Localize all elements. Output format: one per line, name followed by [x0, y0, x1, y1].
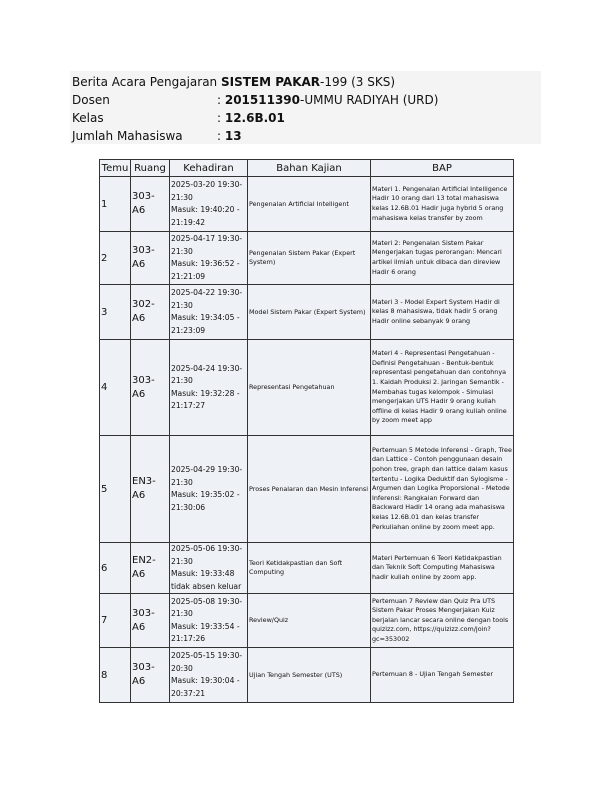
dosen-id: 201511390 [224, 93, 301, 107]
title-line [72, 75, 395, 89]
cell-ruang: 303- A6 [131, 340, 170, 436]
cell-ruang: 303- A6 [131, 648, 170, 703]
table-header-row [100, 160, 514, 177]
cell-bahan-kajian: Ujian Tengah Semester (UTS) [248, 648, 371, 703]
cell-bap: Pertemuan 8 - Ujian Tengah Semester [371, 648, 514, 703]
title-prefix: Berita Acara Pengajaran [72, 75, 221, 89]
table-row [100, 177, 514, 232]
cell-temu: 7 [100, 594, 131, 648]
course-name: SISTEM PAKAR [220, 75, 321, 89]
table-row [100, 594, 514, 648]
cell-temu: 3 [100, 285, 131, 340]
table-row [100, 543, 514, 594]
cell-temu: 5 [100, 436, 131, 543]
col-header-bahan-kajian: Bahan Kajian [248, 160, 371, 177]
kelas-value [217, 111, 285, 125]
cell-bap: Materi 3 - Model Expert System Hadir di kelas 8 mahasiswa, tidak hadir 5 orang Hadir online sebanyak 9 orang [371, 285, 514, 340]
cell-ruang: 303- A6 [131, 232, 170, 285]
col-header-ruang: Ruang [131, 160, 170, 177]
kelas-label: Kelas [72, 111, 104, 125]
cell-kehadiran: 2025-04-17 19:30- 21:30 Masuk: 19:36:52 - 21:21:09 [170, 232, 248, 285]
cell-kehadiran: 2025-05-06 19:30- 21:30 Masuk: 19:33:48 tidak absen keluar [170, 543, 248, 594]
cell-temu: 8 [100, 648, 131, 703]
cell-kehadiran: 2025-04-24 19:30- 21:30 Masuk: 19:32:28 - 21:17:27 [170, 340, 248, 436]
col-header-bap: BAP [371, 160, 514, 177]
col-header-temu: Temu [100, 160, 131, 177]
cell-bap: Materi 1. Pengenalan Artificial Intelligence Hadir 10 orang dari 13 total mahasiswa kelas 12.6B.01 Hadir juga hybrid 5 orang mahasiswa kelas transfer by zoom [371, 177, 514, 232]
dosen-sep: : [217, 93, 225, 107]
cell-temu: 1 [100, 177, 131, 232]
bap-table [99, 159, 514, 703]
jumlah-label: Jumlah Mahasiswa [72, 129, 183, 143]
jumlah-sep: : [217, 129, 225, 143]
cell-kehadiran: 2025-05-15 19:30- 20:30 Masuk: 19:30:04 - 20:37:21 [170, 648, 248, 703]
cell-kehadiran: 2025-05-08 19:30- 21:30 Masuk: 19:33:54 - 21:17:26 [170, 594, 248, 648]
table-row [100, 436, 514, 543]
course-suffix: -199 (3 SKS) [320, 75, 395, 89]
cell-ruang: 302- A6 [131, 285, 170, 340]
table-row [100, 285, 514, 340]
col-header-kehadiran: Kehadiran [170, 160, 248, 177]
cell-bap: Materi 2: Pengenalan Sistem Pakar Mengerjakan tugas perorangan: Mencari artikel ilmiah untuk dibaca dan direview Hadir 6 orang [371, 232, 514, 285]
cell-bap: Materi 4 - Representasi Pengetahuan - Definisi Pengetahuan - Bentuk-bentuk representasi pengetahuan dan contohnya 1. Kaidah Produksi 2. Jaringan Semantik - Membahas tugas kelompok - Simulasi mengerjakan UTS Hadir 9 orang kuliah offline di kelas Hadir 9 orang kuliah online by zoom meet app [371, 340, 514, 436]
kelas-sep: : [217, 111, 225, 125]
cell-ruang: EN3- A6 [131, 436, 170, 543]
table-row [100, 232, 514, 285]
cell-bahan-kajian: Review/Quiz [248, 594, 371, 648]
jumlah-value [217, 129, 242, 143]
cell-bahan-kajian: Pengenalan Sistem Pakar (Expert System) [248, 232, 371, 285]
table-row [100, 340, 514, 436]
cell-bahan-kajian: Pengenalan Artificial Intelligent [248, 177, 371, 232]
kelas-code: 12.6B.01 [224, 111, 285, 125]
cell-temu: 4 [100, 340, 131, 436]
cell-kehadiran: 2025-04-29 19:30- 21:30 Masuk: 19:35:02 - 21:30:06 [170, 436, 248, 543]
cell-bahan-kajian: Proses Penalaran dan Mesin Inferensi [248, 436, 371, 543]
table-row [100, 648, 514, 703]
dosen-label: Dosen [72, 93, 110, 107]
cell-ruang: EN2- A6 [131, 543, 170, 594]
header-info-box [70, 71, 541, 144]
cell-bahan-kajian: Teori Ketidakpastian dan Soft Computing [248, 543, 371, 594]
cell-bahan-kajian: Representasi Pengetahuan [248, 340, 371, 436]
cell-bap: Materi Pertemuan 6 Teori Ketidakpastian dan Teknik Soft Computing Mahasiswa hadir kuliah online by zoom app. [371, 543, 514, 594]
cell-bap: Pertemuan 5 Metode Inferensi - Graph, Tree dan Lattice - Contoh penggunaan desain pohon tree, graph dan lattice dalam kasus tertentu - Logika Deduktif dan Sylogisme - Argumen dan Logika Proporsional - Metode Inferensi: Rangkaian Forward dan Backward Hadir 14 orang ada mahasiswa kelas 12.6B.01 dan kelas transfer Perkuliahan online by zoom meet app. [371, 436, 514, 543]
cell-kehadiran: 2025-03-20 19:30- 21:30 Masuk: 19:40:20 - 21:19:42 [170, 177, 248, 232]
cell-temu: 6 [100, 543, 131, 594]
cell-bap: Pertemuan 7 Review dan Quiz Pra UTS Sistem Pakar Proses Mengerjakan Kuiz berjalan lancar secara online dengan tools quizizz.com, https://quizizz.com/join?gc=353002 [371, 594, 514, 648]
cell-bahan-kajian: Model Sistem Pakar (Expert System) [248, 285, 371, 340]
jumlah-count: 13 [224, 129, 242, 143]
cell-temu: 2 [100, 232, 131, 285]
cell-ruang: 303- A6 [131, 177, 170, 232]
dosen-value [217, 93, 438, 107]
dosen-name: -UMMU RADIYAH (URD) [300, 93, 439, 107]
cell-kehadiran: 2025-04-22 19:30- 21:30 Masuk: 19:34:05 - 21:23:09 [170, 285, 248, 340]
cell-ruang: 303- A6 [131, 594, 170, 648]
